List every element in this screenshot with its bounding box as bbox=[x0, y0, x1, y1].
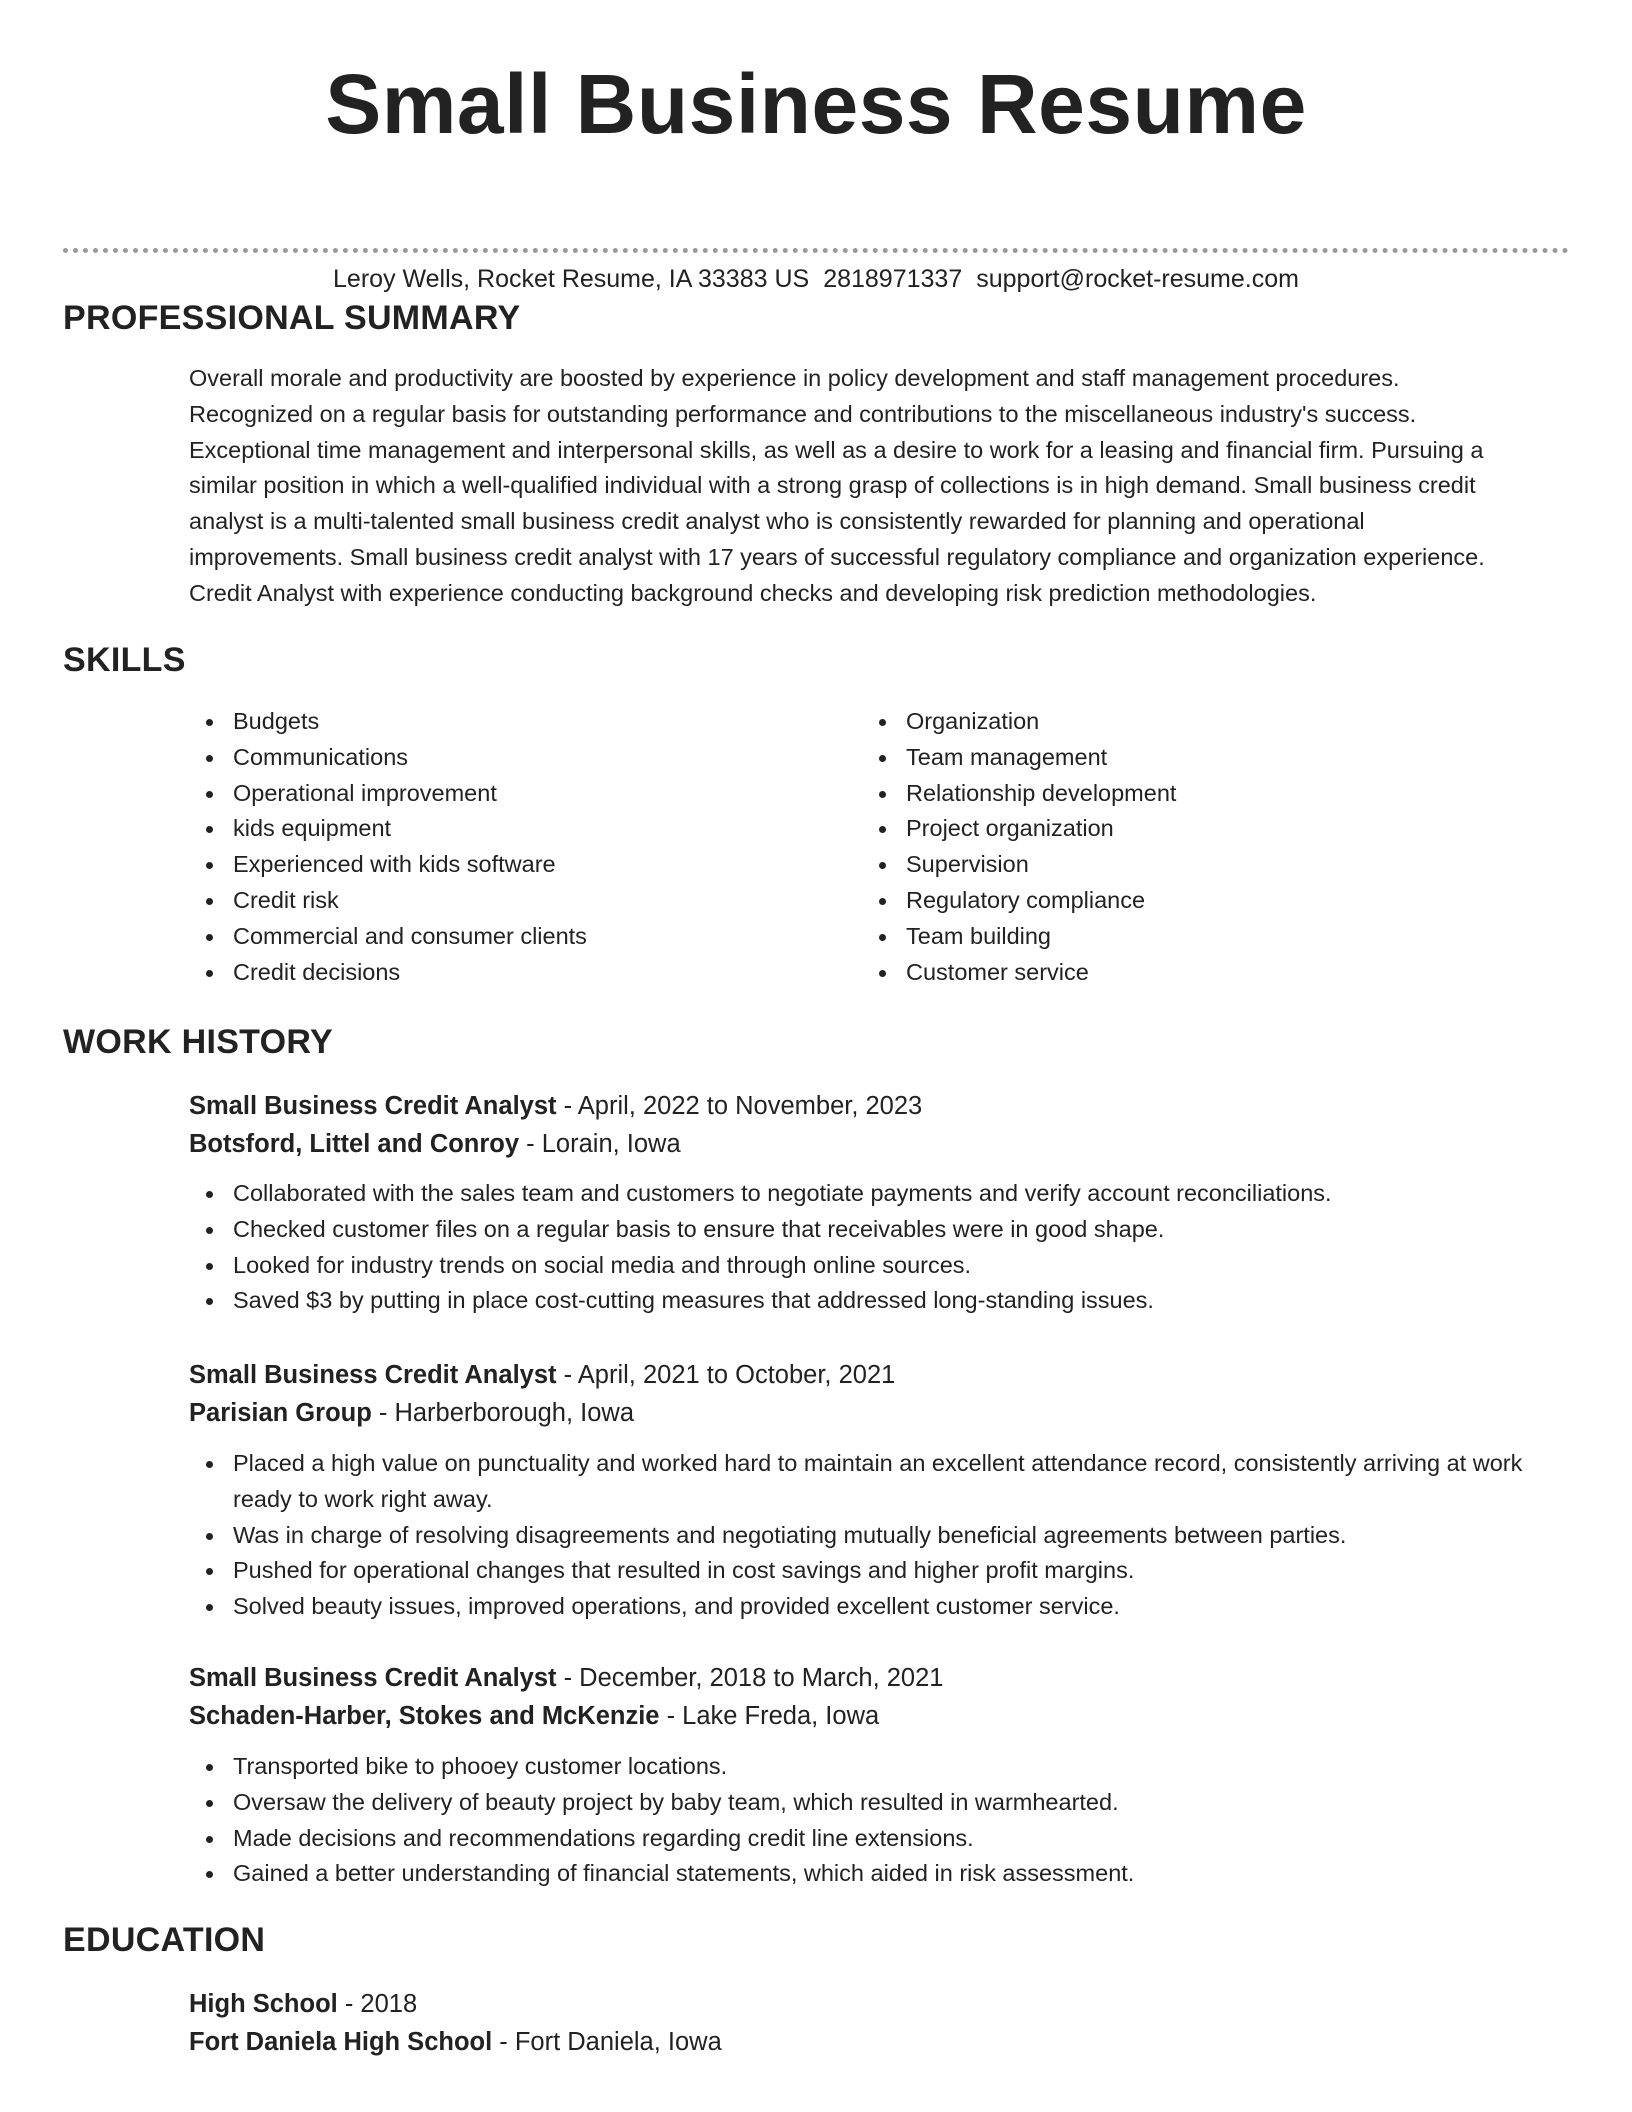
job-bullet: Oversaw the delivery of beauty project by baby team, which resulted in warmhearted. bbox=[189, 1785, 1569, 1821]
job-dates: - April, 2021 to October, 2021 bbox=[556, 1361, 896, 1389]
job-bullet: Looked for industry trends on social media and through online sources. bbox=[189, 1248, 1569, 1284]
job-bullet: Made decisions and recommendations regarding credit line extensions. bbox=[189, 1821, 1569, 1857]
job-bullets bbox=[189, 1176, 1569, 1319]
work-history-heading: WORK HISTORY bbox=[63, 1023, 333, 1061]
job-bullet: Gained a better understanding of financial statements, which aided in risk assessment. bbox=[189, 1856, 1569, 1892]
job-company: Parisian Group bbox=[189, 1399, 372, 1427]
summary-line: Exceptional time management and interpersonal skills, as well as a desire to work for a leasing and financial firm. Pursuing a bbox=[189, 436, 1484, 463]
education-school-line bbox=[189, 2023, 1569, 2061]
header-divider bbox=[63, 248, 1569, 253]
skills-list-right bbox=[862, 704, 1502, 990]
education-school: Fort Daniela High School bbox=[189, 2028, 493, 2056]
education-year: - 2018 bbox=[337, 1990, 418, 2018]
job-entry bbox=[189, 1087, 1569, 1163]
skills-list-left bbox=[189, 704, 829, 990]
job-bullet: Saved $3 by putting in place cost-cutting measures that addressed long-standing issues. bbox=[189, 1283, 1569, 1319]
job-company-line bbox=[189, 1394, 1569, 1432]
skills-column-left bbox=[189, 704, 829, 990]
job-location: - Lake Freda, Iowa bbox=[659, 1702, 880, 1730]
job-bullet: Solved beauty issues, improved operations, and provided excellent customer service. bbox=[189, 1589, 1569, 1625]
skill-item: Credit decisions bbox=[189, 955, 829, 991]
skill-item: Regulatory compliance bbox=[862, 883, 1502, 919]
education-location: - Fort Daniela, Iowa bbox=[492, 2028, 722, 2056]
education-heading: EDUCATION bbox=[63, 1921, 266, 1959]
summary-text bbox=[189, 361, 1569, 612]
summary-line: analyst is a multi-talented small business credit analyst who is consistently rewarded for planning and operational bbox=[189, 508, 1365, 535]
skill-item: Team building bbox=[862, 919, 1502, 955]
education-entry bbox=[189, 1985, 1569, 2061]
contact-line bbox=[0, 264, 1632, 294]
summary-line: Overall morale and productivity are boosted by experience in policy development and staff management procedures. bbox=[189, 365, 1400, 391]
job-entry bbox=[189, 1356, 1569, 1432]
job-role: Small Business Credit Analyst bbox=[189, 1664, 557, 1692]
skill-item: Project organization bbox=[862, 811, 1502, 847]
skill-item: Team management bbox=[862, 740, 1502, 776]
job-company: Botsford, Littel and Conroy bbox=[189, 1130, 520, 1158]
resume-name: Small Business Resume bbox=[325, 57, 1307, 151]
job-location: - Lorain, Iowa bbox=[519, 1130, 681, 1158]
job-bullet-list bbox=[189, 1446, 1569, 1625]
job-entry bbox=[189, 1659, 1569, 1735]
job-bullet-list bbox=[189, 1749, 1569, 1892]
job-bullet: Transported bike to phooey customer locations. bbox=[189, 1749, 1569, 1785]
skill-item: Credit risk bbox=[189, 883, 829, 919]
job-bullet: Collaborated with the sales team and customers to negotiate payments and verify account reconciliations. bbox=[189, 1176, 1569, 1212]
summary-line: Recognized on a regular basis for outstanding performance and contributions to the miscellaneous industry's success. bbox=[189, 400, 1417, 427]
job-dates: - April, 2022 to November, 2023 bbox=[556, 1092, 923, 1120]
contact-email: support@rocket-resume.com bbox=[976, 265, 1299, 293]
summary-heading: PROFESSIONAL SUMMARY bbox=[63, 299, 521, 337]
contact-address: Leroy Wells, Rocket Resume, IA 33383 US bbox=[333, 265, 810, 293]
summary-line: Credit Analyst with experience conducting background checks and developing risk prediction methodologies. bbox=[189, 579, 1317, 606]
contact-phone: 2818971337 bbox=[823, 265, 963, 293]
education-degree-line bbox=[189, 1985, 1569, 2023]
skill-item: Organization bbox=[862, 704, 1502, 740]
job-bullet: Placed a high value on punctuality and worked hard to maintain an excellent attendance record, consistently arriving at work ready to work right away. bbox=[189, 1446, 1569, 1518]
skill-item: kids equipment bbox=[189, 811, 829, 847]
job-company: Schaden-Harber, Stokes and McKenzie bbox=[189, 1702, 660, 1730]
skill-item: Relationship development bbox=[862, 776, 1502, 812]
job-bullet-list bbox=[189, 1176, 1569, 1319]
job-company-line bbox=[189, 1125, 1569, 1163]
skill-item: Customer service bbox=[862, 955, 1502, 991]
job-company-line bbox=[189, 1697, 1569, 1735]
skill-item: Budgets bbox=[189, 704, 829, 740]
skill-item: Supervision bbox=[862, 847, 1502, 883]
job-dates: - December, 2018 to March, 2021 bbox=[556, 1664, 944, 1692]
summary-line: improvements. Small business credit analyst with 17 years of successful regulatory compliance and organization experience. bbox=[189, 543, 1485, 570]
skill-item: Communications bbox=[189, 740, 829, 776]
job-bullets bbox=[189, 1446, 1569, 1625]
job-bullets bbox=[189, 1749, 1569, 1892]
job-bullet: Was in charge of resolving disagreements and negotiating mutually beneficial agreements between parties. bbox=[189, 1518, 1569, 1554]
skill-item: Experienced with kids software bbox=[189, 847, 829, 883]
job-location: - Harberborough, Iowa bbox=[371, 1399, 635, 1427]
education-degree: High School bbox=[189, 1990, 338, 2018]
summary-line: similar position in which a well-qualified individual with a strong grasp of collections is in high demand. Small business credit bbox=[189, 472, 1476, 499]
skill-item: Operational improvement bbox=[189, 776, 829, 812]
skills-heading: SKILLS bbox=[63, 641, 186, 679]
job-bullet: Checked customer files on a regular basis to ensure that receivables were in good shape. bbox=[189, 1212, 1569, 1248]
job-role: Small Business Credit Analyst bbox=[189, 1361, 557, 1389]
job-title-line bbox=[189, 1659, 1569, 1697]
skills-column-right bbox=[862, 704, 1502, 990]
job-role: Small Business Credit Analyst bbox=[189, 1092, 557, 1120]
skill-item: Commercial and consumer clients bbox=[189, 919, 829, 955]
job-bullet: Pushed for operational changes that resulted in cost savings and higher profit margins. bbox=[189, 1553, 1569, 1589]
job-title-line bbox=[189, 1356, 1569, 1394]
job-title-line bbox=[189, 1087, 1569, 1125]
summary-section bbox=[189, 361, 1569, 612]
